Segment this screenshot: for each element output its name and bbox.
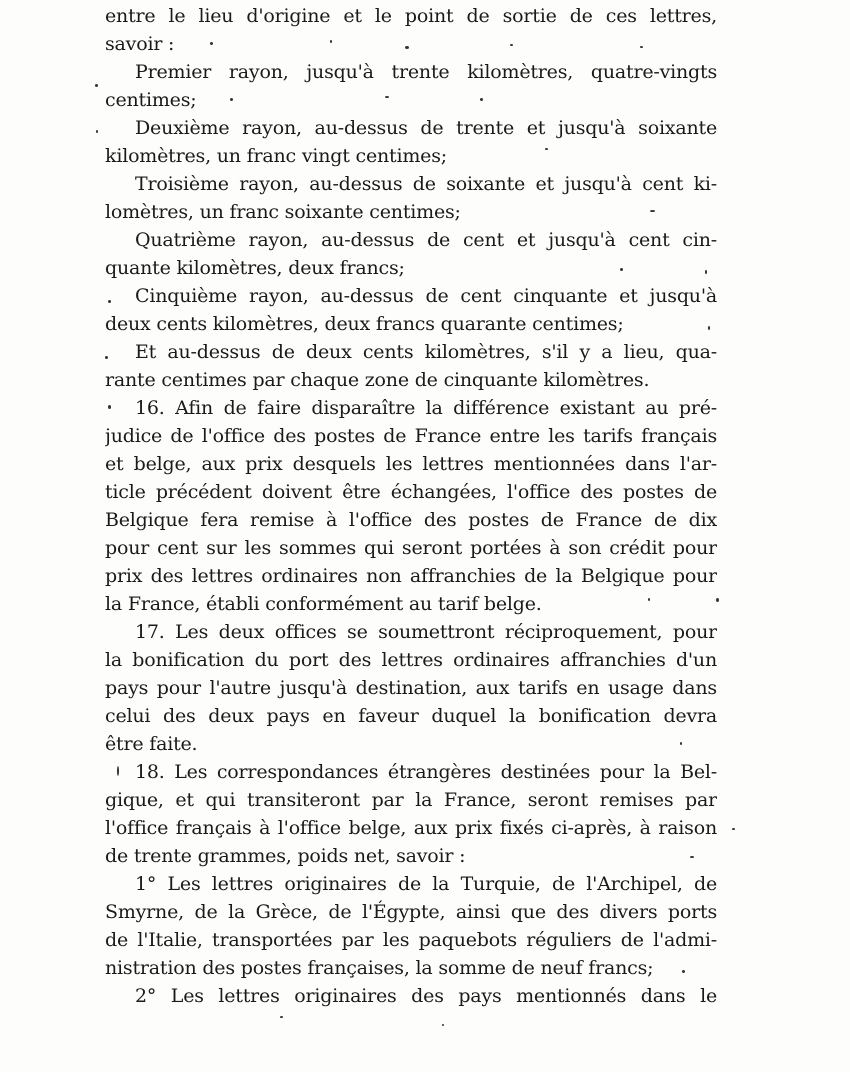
scan-speck [117,766,119,776]
text-line: judice de l'office des postes de France entre les tarifs français [105,425,717,447]
text-line: deux cents kilomètres, deux francs quarante centimes; [105,313,624,335]
body-text [105,2,717,1010]
text-line: l'office français à l'office belge, aux prix fixés ci-après, à raison [105,817,717,839]
text-line: entre le lieu d'origine et le point de sortie de ces lettres, [105,5,717,27]
text-line: rante centimes par chaque zone de cinquante kilomètres. [105,369,650,391]
text-line: la bonification du port des lettres ordinaires affranchies d'un [105,649,717,671]
scan-speck [680,742,682,745]
text-line: prix des lettres ordinaires non affranchies de la Belgique pour [105,565,717,587]
text-line: Premier rayon, jusqu'à trente kilomètres, quatre-vingts [135,61,717,83]
text-line: Smyrne, de la Grèce, de l'Égypte, ainsi que des divers ports [105,901,717,923]
text-line: la France, établi conformément au tarif belge. [105,593,542,615]
scan-speck [230,98,233,101]
scan-speck [280,1016,283,1018]
text-line: Et au-dessus de deux cents kilomètres, s'il y a lieu, qua- [135,341,717,363]
scan-speck [545,148,548,150]
scan-speck [105,356,108,359]
text-line: être faite. [105,733,198,755]
text-line: centimes; [105,89,197,111]
scan-speck [210,42,213,45]
text-line: Belgique fera remise à l'office des postes de France de dix [105,509,717,531]
text-line: quante kilomètres, deux francs; [105,257,405,279]
scan-speck [330,40,332,43]
text-line: pays pour l'autre jusqu'à destination, aux tarifs en usage dans [105,677,717,699]
text-line: kilomètres, un franc vingt centimes; [105,145,447,167]
scan-speck [682,970,685,973]
scan-speck [620,268,623,271]
scan-speck [405,46,409,49]
text-line: de l'Italie, transportées par les paquebots réguliers de l'admi- [105,929,717,951]
text-line: 2° Les lettres originaires des pays mentionnés dans le [135,985,717,1007]
scan-speck [705,270,707,274]
scan-speck [442,1024,444,1026]
scan-speck [510,44,513,46]
text-line: de trente grammes, poids net, savoir : [105,845,466,867]
text-line: nistration des postes françaises, la somme de neuf francs; [105,957,654,979]
text-line: Troisième rayon, au-dessus de soixante et jusqu'à cent ki- [135,173,717,195]
text-line: Cinquième rayon, au-dessus de cent cinquante et jusqu'à [135,285,717,307]
text-line: 1° Les lettres originaires de la Turquie, de l'Archipel, de [135,873,717,895]
article-17-start: 17. Les deux offices se soumettront réciproquement, pour [135,621,717,643]
text-line: Quatrième rayon, au-dessus de cent et jusqu'à cent cin- [135,229,717,251]
text-line: pour cent sur les sommes qui seront portées à son crédit pour [105,537,717,559]
scan-speck [640,46,643,48]
text-line: et belge, aux prix desquels les lettres mentionnées dans l'ar- [105,453,717,475]
scan-speck [480,98,483,101]
scan-speck [108,405,111,409]
text-line: Deuxième rayon, au-dessus de trente et jusqu'à soixante [135,117,717,139]
scan-speck [732,828,735,830]
scan-speck [708,326,710,330]
scan-speck [385,96,389,98]
scan-speck [690,856,694,858]
text-line: lomètres, un franc soixante centimes; [105,201,461,223]
scan-speck [95,84,98,87]
scan-speck [650,210,655,212]
text-line: ticle précédent doivent être échangées, l'office des postes de [105,481,717,503]
text-line: savoir : [105,33,175,55]
text-line: celui des deux pays en faveur duquel la bonification devra [105,705,717,727]
article-18-start: 18. Les correspondances étrangères destinées pour la Bel- [135,761,717,783]
text-line: gique, et qui transiteront par la France, seront remises par [105,789,717,811]
scan-speck [96,130,98,133]
scan-speck [716,598,719,602]
scan-speck [108,300,111,303]
scan-speck [648,598,650,601]
article-16-start: 16. Afin de faire disparaître la différence existant au pré- [135,397,717,419]
